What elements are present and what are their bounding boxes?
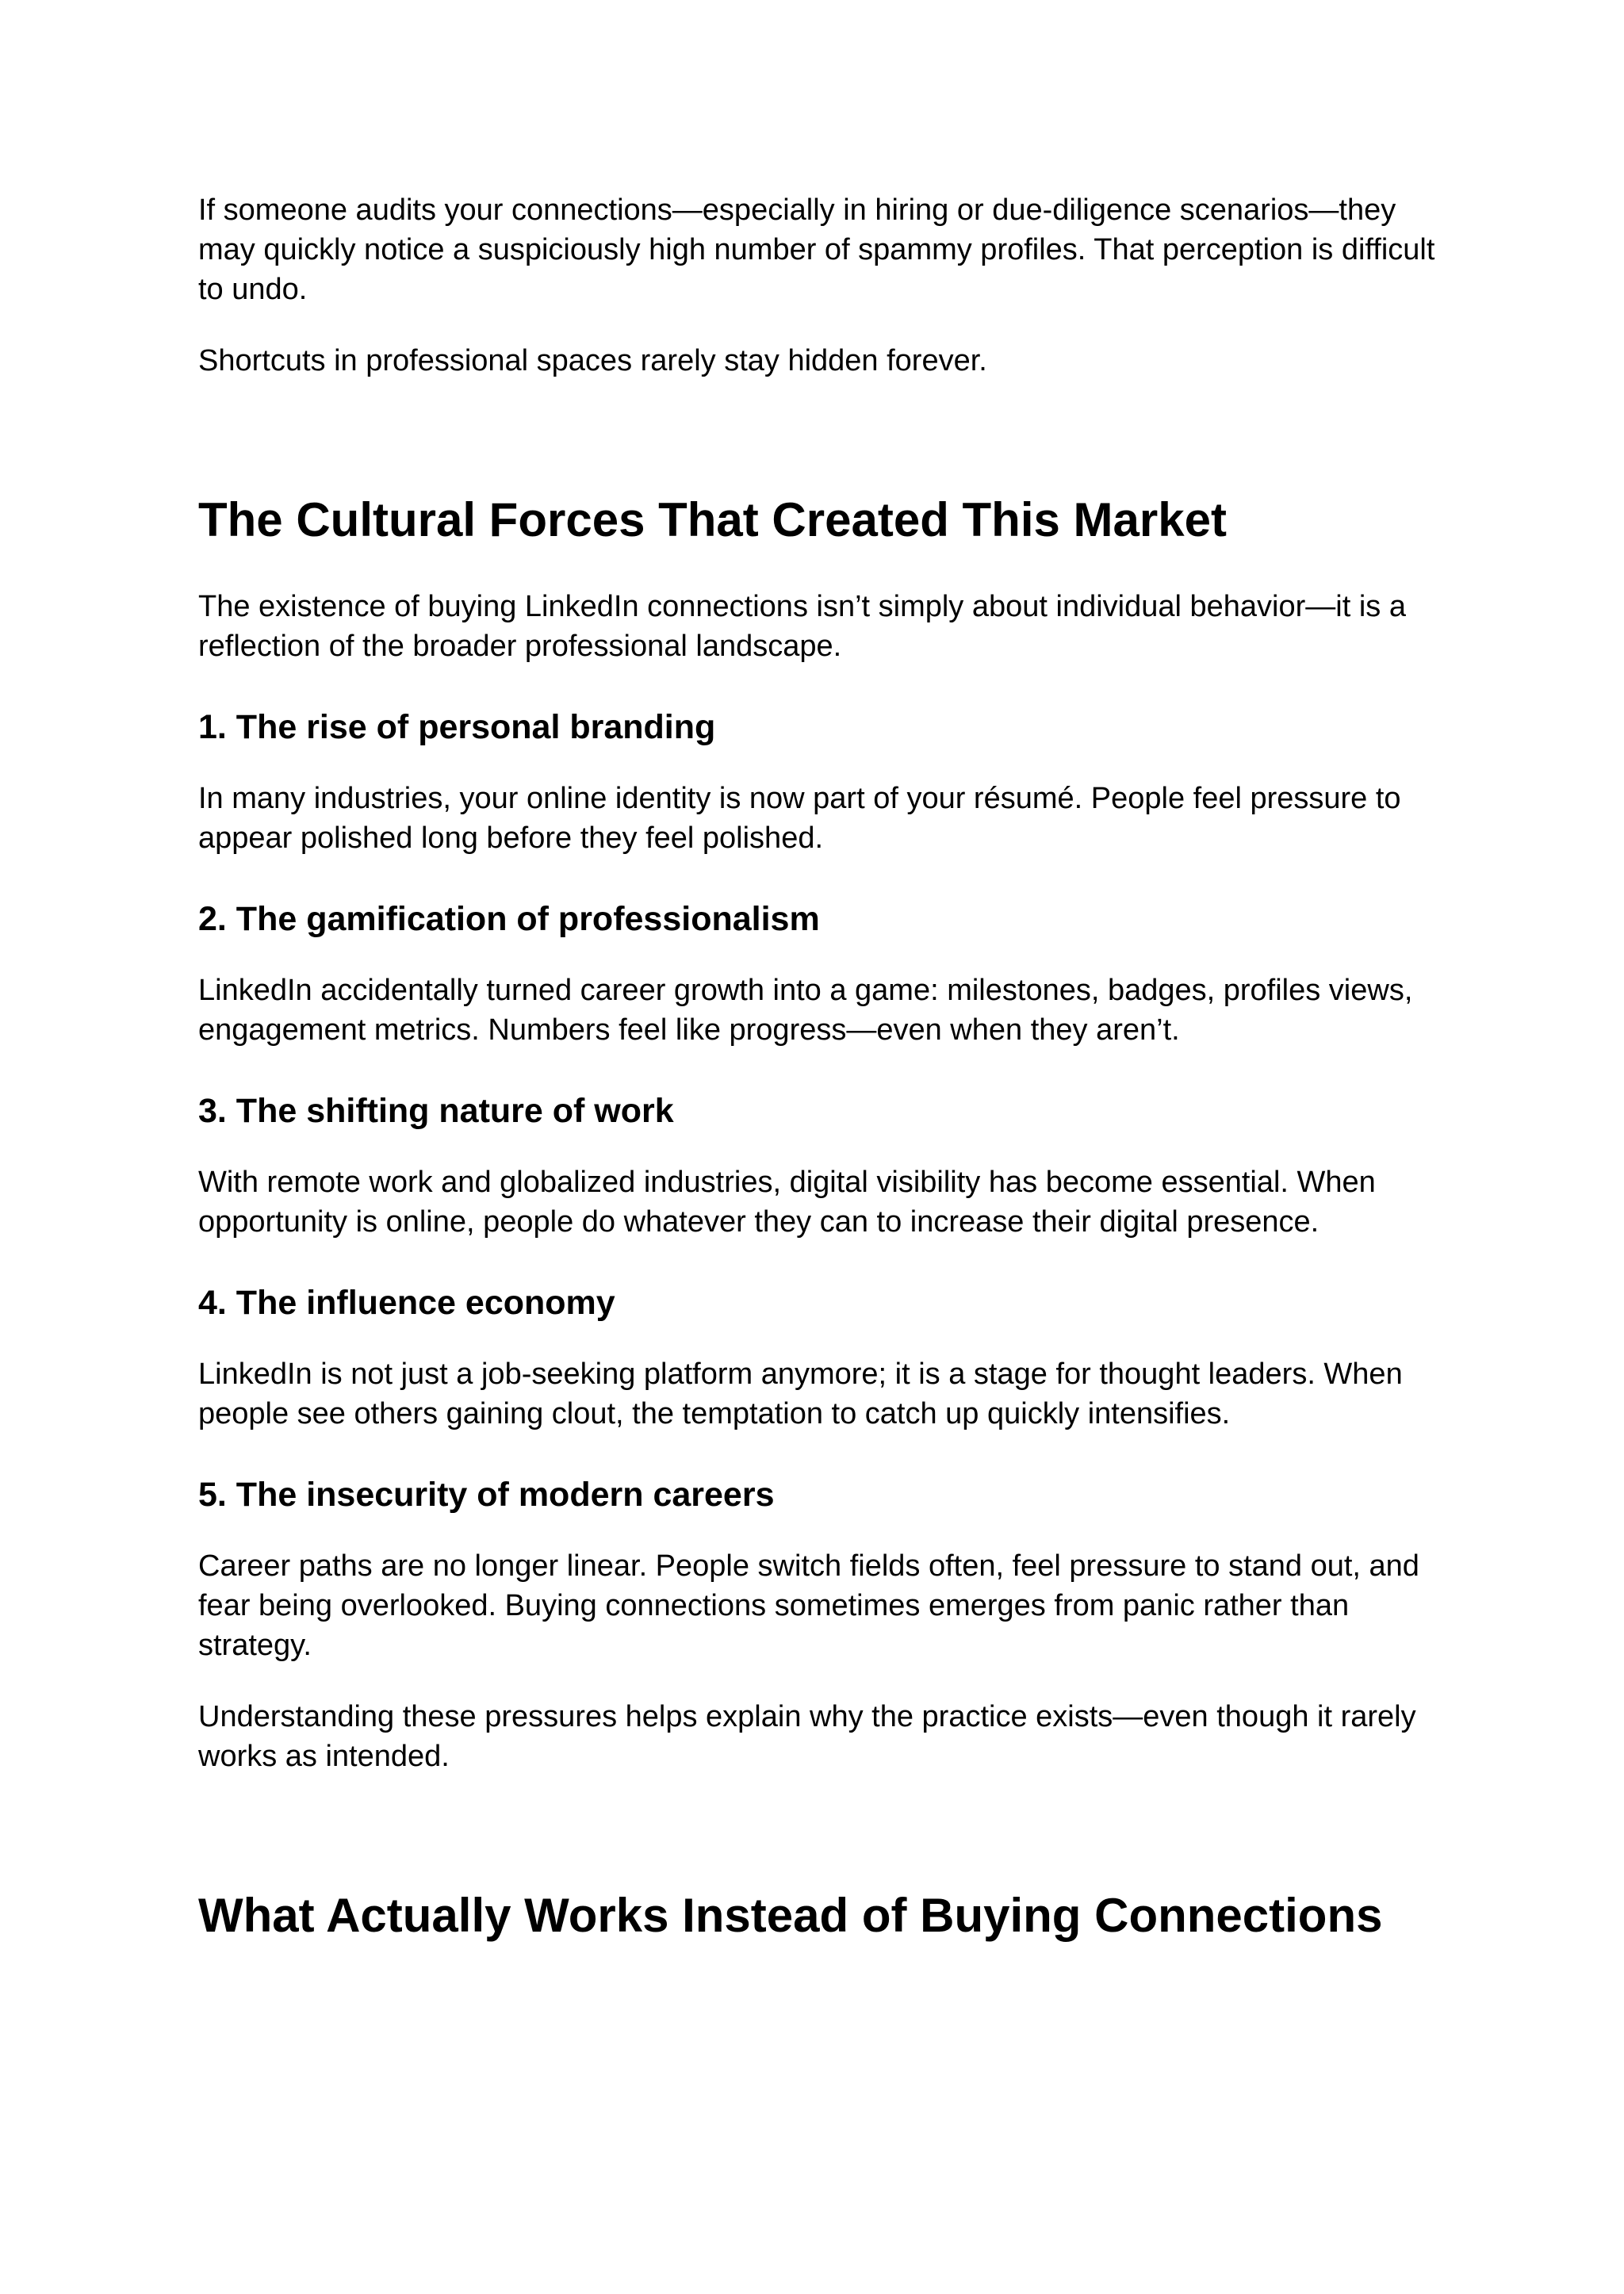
- subheading-career-insecurity: 5. The insecurity of modern careers: [198, 1476, 775, 1514]
- section-heading-what-works: What Actually Works Instead of Buying Connections: [198, 1889, 1383, 1942]
- subheading-influence-economy: 4. The influence economy: [198, 1284, 615, 1322]
- closing-paragraph: Understanding these pressures helps explain why the practice exists—even though it rarely works as intended.: [198, 1700, 1416, 1773]
- subheading-personal-branding: 1. The rise of personal branding: [198, 708, 716, 746]
- section-heading-cultural-forces: The Cultural Forces That Created This Market: [198, 493, 1227, 546]
- paragraph-influence-economy: LinkedIn is not just a job-seeking platform anymore; it is a stage for thought leaders. When people see others gaining clout, the temptation to catch up quickly intensifies.: [198, 1358, 1403, 1430]
- paragraph-personal-branding: In many industries, your online identity is now part of your résumé. People feel pressure to appear polished long before they feel polished.: [198, 782, 1401, 855]
- subheading-shifting-work: 3. The shifting nature of work: [198, 1092, 674, 1130]
- subheading-gamification: 2. The gamification of professionalism: [198, 900, 820, 938]
- intro-paragraph-audit: If someone audits your connections—especially in hiring or due-diligence scenarios—they may quickly notice a suspiciously high number of spammy profiles. That perception is difficult to undo.: [198, 193, 1435, 306]
- paragraph-career-insecurity: Career paths are no longer linear. People switch fields often, feel pressure to stand out, and fear being overlooked. Buying connections sometimes emerges from panic rather than strategy.: [198, 1549, 1419, 1662]
- paragraph-shifting-work: With remote work and globalized industries, digital visibility has become essential. When opportunity is online, people do whatever they can to increase their digital presence.: [198, 1166, 1376, 1239]
- paragraph-gamification: LinkedIn accidentally turned career growth into a game: milestones, badges, profiles views, engagement metrics. Numbers feel like progress—even when they aren’t.: [198, 974, 1413, 1047]
- section-intro-paragraph: The existence of buying LinkedIn connections isn’t simply about individual behavior—it is a reflection of the broader professional landscape.: [198, 590, 1406, 663]
- intro-paragraph-shortcuts: Shortcuts in professional spaces rarely stay hidden forever.: [198, 344, 987, 377]
- document-content: [198, 190, 1435, 1944]
